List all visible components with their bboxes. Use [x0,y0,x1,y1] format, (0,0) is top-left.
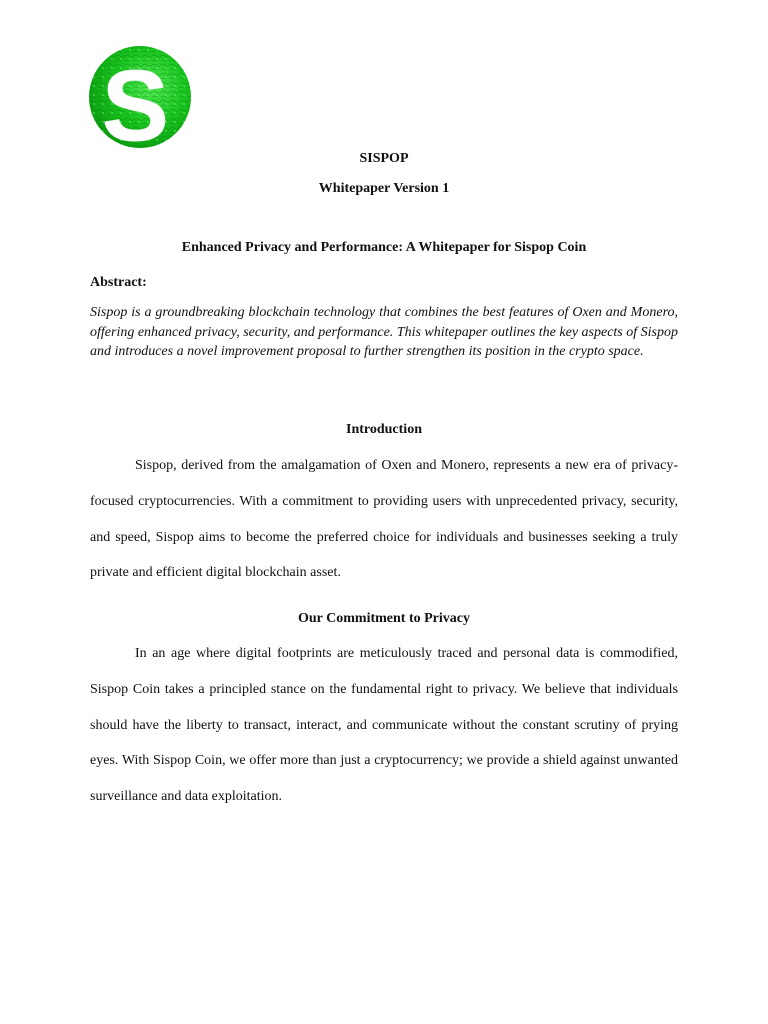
sispop-logo [88,44,192,150]
section-body-privacy: In an age where digital footprints are meticulously traced and personal data is commodified, Sispop Coin takes a principled stance on the fundamental right to privacy. We believe that individuals should have the liberty to transact, interact, and communicate without the constant scrutiny of prying eyes. With Sispop Coin, we offer more than just a cryptocurrency; we provide a shield against unwanted surveillance and data exploitation. [90,646,678,805]
section-heading-privacy: Our Commitment to Privacy [298,611,470,626]
brand-heading: SISPOP [359,151,409,166]
version-heading: Whitepaper Version 1 [318,181,450,196]
section-heading-introduction: Introduction [346,422,422,437]
sispop-logo-icon [88,44,192,150]
section-body-introduction: Sispop, derived from the amalgamation of Oxen and Monero, represents a new era of privacy-focused cryptocurrencies. With a commitment to providing users with unprecedented privacy, security, and speed, Sispop aims to become the preferred choice for individuals and businesses seeking a truly private and efficient digital blockchain asset. [90,458,678,581]
abstract-label: Abstract: [90,275,147,290]
abstract-text: Sispop is a groundbreaking blockchain technology that combines the best features of Oxen and Monero, offering enhanced privacy, security, and performance. This whitepaper outlines the key aspects of Sispop and introduces a novel improvement proposal to further strengthen its position in the crypto space. [90,305,678,360]
document-title: Enhanced Privacy and Performance: A Whitepaper for Sispop Coin [181,240,587,255]
logo-letter: S [102,50,169,150]
